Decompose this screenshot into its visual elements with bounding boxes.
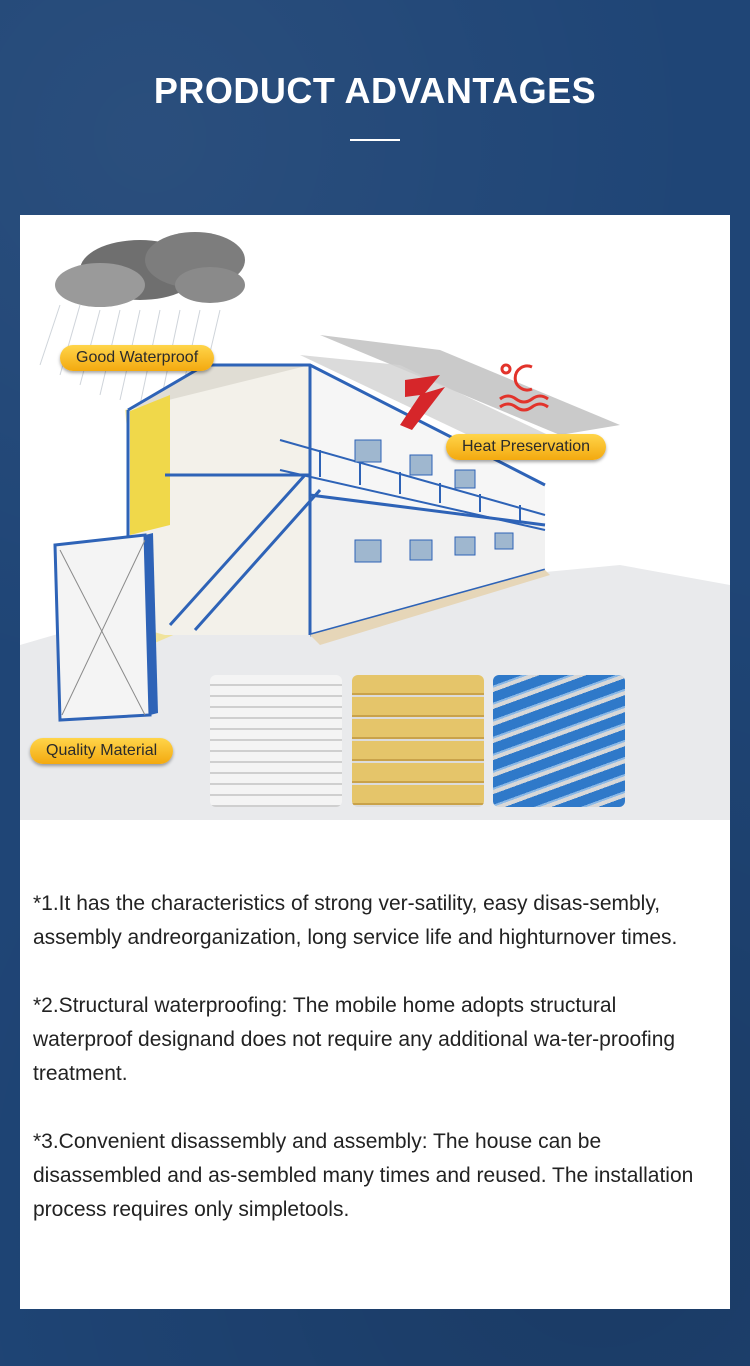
advantage-1: *1.It has the characteristics of strong ver-satility, easy disas-sembly, assembly andreorganization, long service life and highturnover times. xyxy=(33,892,678,949)
tag-heat-preservation: Heat Preservation xyxy=(446,434,606,460)
content-card xyxy=(20,215,730,1309)
page-title: PRODUCT ADVANTAGES xyxy=(153,70,597,111)
advantage-2: *2.Structural waterproofing: The mobile home adopts structural waterproof designand does not require any additional wa-ter-proofing treatment. xyxy=(33,994,676,1085)
advantage-3: *3.Convenient disassembly and assembly: The house can be disassembled and as-sembled many times and reused. The installation process requires only simpletools. xyxy=(33,1130,694,1221)
title-divider xyxy=(350,139,400,141)
advantages-list xyxy=(33,887,717,1261)
rockwool-panel-photo xyxy=(352,675,484,807)
eps-panel-photo xyxy=(210,675,342,807)
tag-quality-material: Quality Material xyxy=(30,738,173,764)
tag-good-waterproof: Good Waterproof xyxy=(60,345,214,371)
sandwich-panel xyxy=(55,533,158,720)
roof-panel-photo xyxy=(493,675,625,807)
